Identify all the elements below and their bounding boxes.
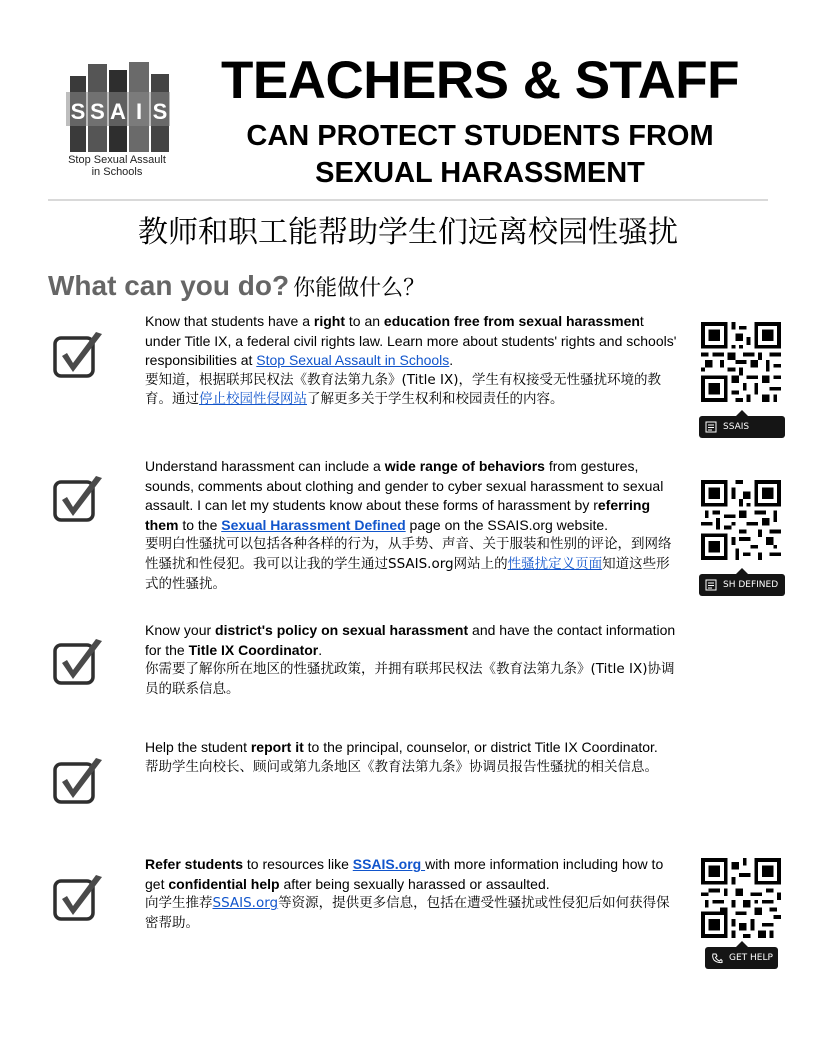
books-logo-graphic [60,60,174,152]
logo-caption-line: Stop Sexual Assault [68,154,166,166]
section-heading-cn: 你能做什么？ [293,276,426,301]
checkbox-check-icon [52,873,104,925]
ssais-org-link-cn[interactable]: SSAIS.org [212,895,279,912]
sh-defined-link-cn[interactable]: 性骚扰定义页面 [507,555,603,572]
header-divider [48,199,768,201]
qr-label-tag [699,574,785,596]
item-english: Help the student report it to the principal, counselor, or district Title IX Coordinator. [145,739,658,755]
item-chinese: 向学生推荐SSAIS.org等资源，提供更多信息，包括在遭受性骚扰或性侵犯后如何获得保密帮助。 [145,895,670,931]
item-chinese: 你需要了解你所在地区的性骚扰政策，并拥有联邦民权法《教育法第九条》(Title IX)协调员的联系信息。 [145,661,675,697]
qr-code[interactable] [701,322,781,402]
logo-letter: A [110,99,126,124]
item-chinese: 要明白性骚扰可以包括各种各样的行为，从手势、声音、关于服装和性别的评论，到网络性骚扰和性侵犯。我可以让我的学生通过SSAIS.org网站上的性骚扰定义页面知道这些形式的性骚扰。 [145,536,672,592]
item-chinese: 帮助学生向校长、顾问或第九条地区《教育法第九条》协调员报告性骚扰的相关信息。 [145,758,658,775]
qr-code[interactable] [701,858,781,938]
checkbox-check-icon [52,756,104,808]
item-english: Know that students have a right to an education free from sexual harassment under Title IX, a federal civil rights law. Learn more about students' rights and schools' responsibilities at Stop Sexual Assault in Schools. [145,313,677,369]
ssais-link[interactable]: Stop Sexual Assault in Schools [256,352,450,369]
logo-letter: S [152,99,168,124]
ssais-org-link[interactable]: SSAIS.org [352,856,426,872]
page-title: TEACHERS & STAFF [220,51,740,110]
logo-letter: S [90,99,105,124]
checkbox-check-icon [52,637,104,689]
item-english: Understand harassment can include a wide range of behaviors from gestures, sounds, comments about clothing and gender to cyber sexual harassment to sexual assault. I can let my students know about these forms of harassment by referring them to the Sexual Harassment Defined page on the SSAIS.org website. [145,458,664,533]
page-title-chinese: 教师和职工能帮助学生们远离校园性骚扰 [138,215,678,250]
logo-caption [58,154,176,178]
ssais-link-cn[interactable]: 停止校园性侵网站 [199,391,307,408]
logo-letter: I [135,99,143,124]
qr-label-tag [699,416,785,438]
section-heading-en: What can you do? [48,270,290,301]
item-english: Know your district's policy on sexual harassment and have the contact information for the Title IX Coordinator. [145,622,676,658]
item-english: Refer students to resources like SSAIS.org with more information including how to get confidential help after being sexually harassed or assaulted. [145,856,664,892]
document-icon [705,579,717,591]
logo-caption-line: in Schools [91,166,143,178]
ssais-logo [58,60,176,185]
document-icon [705,421,717,433]
page-subtitle [190,118,770,192]
section-heading [48,268,425,307]
list-item [145,312,679,410]
subtitle-line: CAN PROTECT STUDENTS FROM [246,120,714,152]
list-item [145,738,679,777]
checkbox-check-icon [52,474,104,526]
sh-defined-link[interactable]: Sexual Harassment Defined [221,516,406,533]
qr-label: SSAIS [723,422,750,432]
qr-label: SH DEFINED [723,580,779,590]
qr-label: GET HELP [729,953,773,963]
checkbox-check-icon [52,330,104,382]
subtitle-line: SEXUAL HARASSMENT [315,157,645,189]
qr-label-tag [705,947,778,969]
logo-letter: S [70,99,86,124]
list-item [145,855,679,933]
list-item [145,621,679,699]
phone-icon [711,952,723,964]
item-chinese: 要知道，根据联邦民权法《教育法第九条》(Title IX)，学生有权接受无性骚扰环境的教育。通过停止校园性侵网站了解更多关于学生权利和校园责任的内容。 [145,371,661,408]
qr-code[interactable] [701,480,781,560]
list-item [145,457,679,594]
